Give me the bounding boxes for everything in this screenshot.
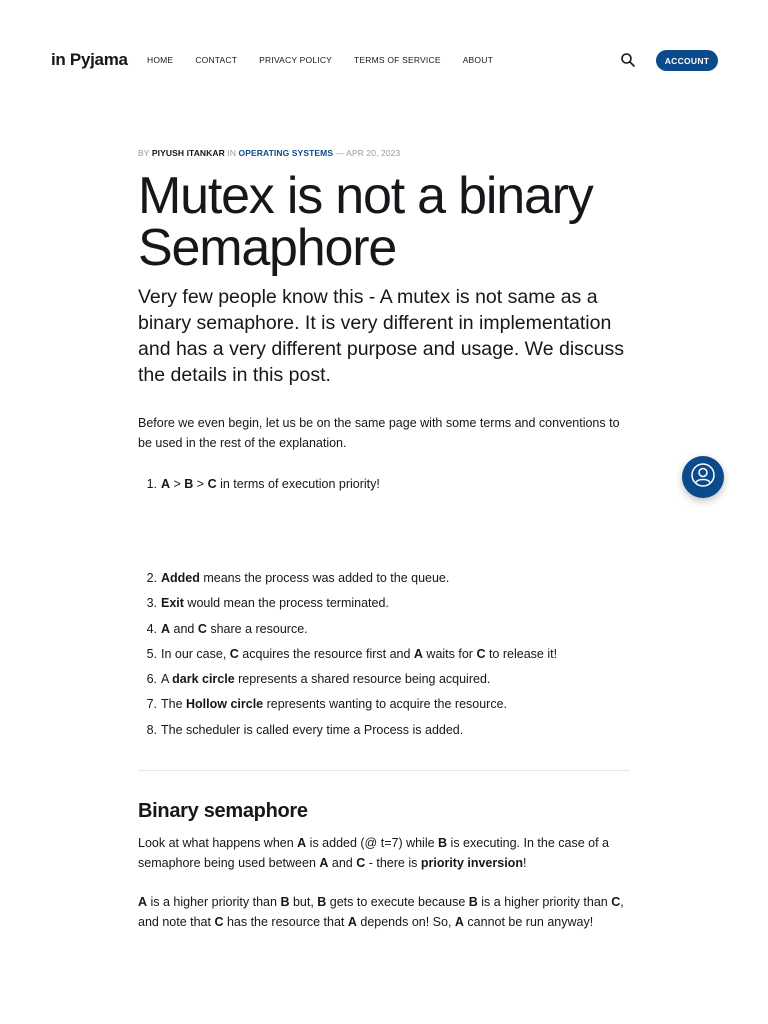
author-link[interactable]: PIYUSH ITANKAR xyxy=(151,148,225,158)
portal-button[interactable] xyxy=(682,456,724,498)
bold-term: Exit xyxy=(161,596,184,611)
bold-term: C xyxy=(611,895,621,909)
list-item xyxy=(138,642,633,667)
list-item-text xyxy=(161,692,507,717)
list-item-text xyxy=(161,472,380,497)
text-run: to release it! xyxy=(485,646,558,661)
list-number: 5. xyxy=(146,646,157,661)
byline-in: IN xyxy=(227,148,237,158)
text-run: ! xyxy=(522,856,527,870)
text-run: share a resource. xyxy=(206,621,308,636)
tag-link[interactable]: OPERATING SYSTEMS xyxy=(238,148,334,158)
text-run: and xyxy=(328,856,357,870)
text-run: A xyxy=(161,672,173,687)
nav-about[interactable]: ABOUT xyxy=(462,55,493,65)
list-number: 1. xyxy=(146,477,157,491)
text-run: > xyxy=(170,477,185,491)
list-item xyxy=(138,617,633,642)
main-nav xyxy=(147,55,515,65)
section-divider xyxy=(138,770,630,771)
bold-term: A xyxy=(454,915,464,929)
post-date: — APR 20, 2023 xyxy=(335,148,401,158)
bold-term: C xyxy=(197,621,207,636)
text-run: is added (@ t=7) while xyxy=(306,836,439,850)
bold-term: C xyxy=(476,646,486,661)
bold-term: Added xyxy=(161,571,200,585)
bold-term: A xyxy=(347,915,357,929)
post-excerpt: Very few people know this - A mutex is not same as a binary semaphore. It is very different in implementation and has a very different purpose and usage. We discuss the details in this post. xyxy=(138,286,624,386)
text-run: The xyxy=(161,697,187,712)
list-item-text xyxy=(161,667,490,692)
text-run: but, xyxy=(289,895,318,909)
text-run: means the process was added to the queue. xyxy=(199,571,450,585)
list-number: 2. xyxy=(146,571,157,585)
bold-term: dark circle xyxy=(172,672,235,687)
list-item-text xyxy=(161,617,308,642)
conventions-list-rest xyxy=(138,566,633,743)
list-item xyxy=(138,472,633,497)
nav-privacy-policy[interactable]: PRIVACY POLICY xyxy=(259,55,333,65)
bold-term: B xyxy=(184,477,194,491)
section-heading: Binary semaphore xyxy=(138,800,308,822)
account-button[interactable]: ACCOUNT xyxy=(656,50,718,71)
bold-term: A xyxy=(319,856,329,870)
search-icon[interactable] xyxy=(620,52,636,68)
byline-by: BY xyxy=(138,148,150,158)
bold-term: B xyxy=(438,836,448,850)
bold-term: Hollow circle xyxy=(186,697,264,712)
site-header xyxy=(0,0,768,120)
bold-term: A xyxy=(297,836,307,850)
conventions-list-first xyxy=(138,472,633,497)
text-run: acquires the resource first and xyxy=(238,646,414,661)
text-run: has the resource that xyxy=(223,915,348,929)
nav-contact[interactable]: CONTACT xyxy=(195,55,238,65)
list-item xyxy=(138,692,633,717)
text-run: is a higher priority than xyxy=(147,895,281,909)
user-circle-icon xyxy=(690,462,716,493)
text-run: In our case, xyxy=(161,646,230,661)
text-run: would mean the process terminated. xyxy=(183,596,389,611)
bold-term: A xyxy=(161,621,171,636)
site-logo[interactable]: in Pyjama xyxy=(51,50,128,69)
list-number: 3. xyxy=(146,596,157,611)
post-title: Mutex is not a binary Semaphore xyxy=(138,167,593,277)
bold-term: C xyxy=(229,646,239,661)
list-item xyxy=(138,566,633,591)
bold-term: C xyxy=(356,856,366,870)
bold-term: C xyxy=(214,915,224,929)
list-item xyxy=(138,667,633,692)
text-run: in terms of execution priority! xyxy=(216,477,380,491)
list-number: 4. xyxy=(146,621,157,636)
intro-paragraph: Before we even begin, let us be on the same page with some terms and conventions to be used in the rest of the explanation. xyxy=(138,416,620,450)
bold-term: A xyxy=(138,895,148,909)
text-run: Look at what happens when xyxy=(138,836,298,850)
text-run: depends on! So, xyxy=(356,915,455,929)
list-item xyxy=(138,718,633,743)
list-item-text xyxy=(161,566,449,591)
text-run: is executing. In the case of a semaphore being used between xyxy=(138,836,609,870)
section-paragraph-2 xyxy=(138,892,633,932)
bold-term: priority inversion xyxy=(420,856,523,870)
text-run: The scheduler is called every time a Process is added. xyxy=(161,722,464,737)
text-run: gets to execute because xyxy=(326,895,469,909)
text-run: > xyxy=(193,477,208,491)
list-item-text xyxy=(161,591,389,616)
bold-term: B xyxy=(317,895,327,909)
list-number: 6. xyxy=(146,672,157,687)
text-run: , and note that xyxy=(138,895,624,929)
text-run: and xyxy=(170,621,198,636)
nav-terms-of-service[interactable]: TERMS OF SERVICE xyxy=(354,55,441,65)
list-item xyxy=(138,591,633,616)
bold-term: B xyxy=(468,895,478,909)
list-item-text xyxy=(161,718,463,743)
list-number: 7. xyxy=(146,697,157,712)
text-run: cannot be run anyway! xyxy=(463,915,594,929)
list-number: 8. xyxy=(146,722,157,737)
text-run: - there is xyxy=(365,856,421,870)
bold-term: B xyxy=(280,895,290,909)
section-paragraph-1 xyxy=(138,833,633,873)
bold-term: C xyxy=(207,477,217,491)
list-item-text xyxy=(161,642,557,667)
text-run: represents a shared resource being acquired. xyxy=(234,672,491,687)
text-run: represents wanting to acquire the resource. xyxy=(263,697,508,712)
nav-home[interactable]: HOME xyxy=(147,55,174,65)
text-run: is a higher priority than xyxy=(477,895,612,909)
text-run: waits for xyxy=(422,646,477,661)
bold-term: A xyxy=(413,646,423,661)
byline xyxy=(138,148,400,158)
bold-term: A xyxy=(161,477,171,491)
